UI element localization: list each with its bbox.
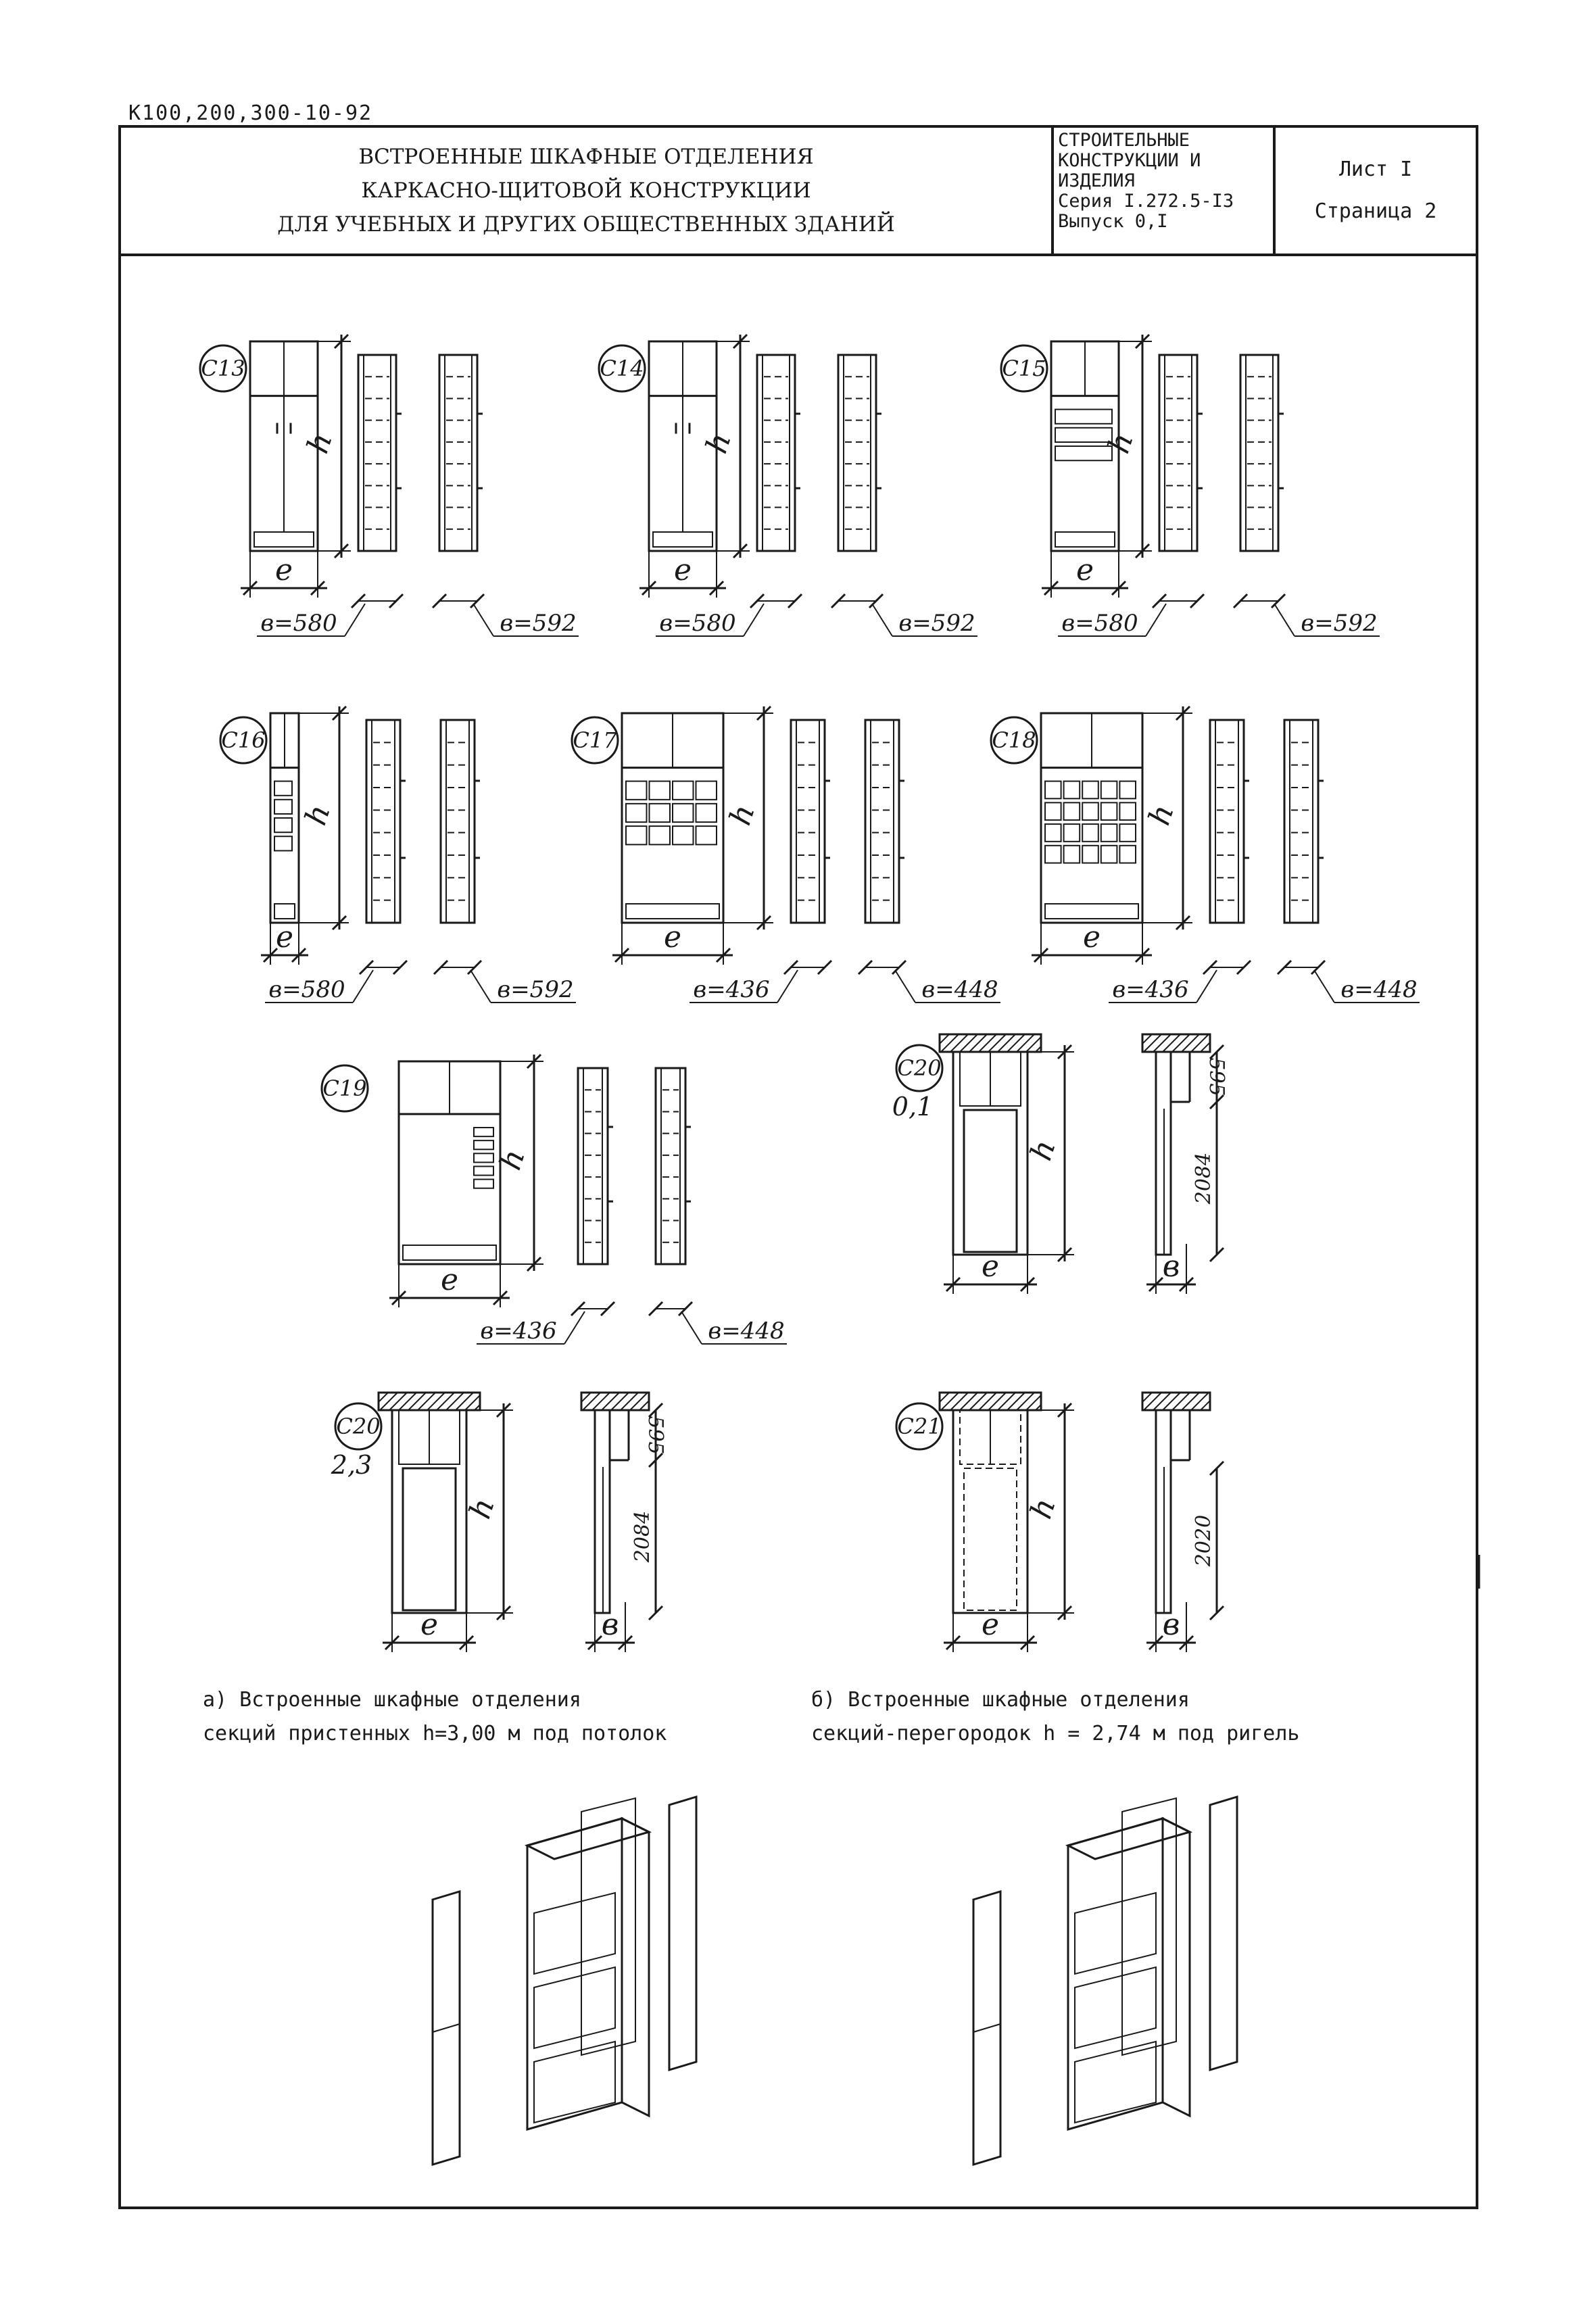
shelf-cell — [1045, 824, 1061, 842]
section-c18 — [991, 706, 1420, 1003]
hatch-line — [1191, 1034, 1209, 1052]
hatch-line — [658, 1393, 676, 1410]
dim-depth-2: в=592 — [497, 976, 574, 1003]
section-c14 — [599, 335, 977, 637]
hatch-line — [564, 1393, 581, 1410]
dim-h: h — [1023, 1136, 1063, 1165]
hatch-line — [621, 1393, 638, 1410]
shelf-cell — [1064, 846, 1080, 863]
dim-e: e — [673, 553, 692, 587]
hatch-line — [1125, 1393, 1142, 1410]
dim-depth-1: в=580 — [260, 610, 337, 637]
shelf-cell — [1119, 824, 1136, 842]
shelf-cell — [696, 826, 717, 844]
title-line-1: ВСТРОЕННЫЕ ШКАФНЫЕ ОТДЕЛЕНИЯ — [358, 145, 814, 169]
hatch-line — [979, 1034, 996, 1052]
dim-b: в — [1162, 1608, 1180, 1642]
shelf-cell — [1119, 781, 1136, 799]
shelf-cell — [1045, 846, 1061, 863]
caption-a-line-2: секций пристенных h=3,00 м под потолок — [203, 1722, 667, 1745]
dim-depth-2: в=448 — [708, 1318, 785, 1345]
cabinet-compartment — [1075, 1967, 1156, 2048]
shelf-cell — [1082, 781, 1098, 799]
hatch-line — [960, 1034, 977, 1052]
hatch-line — [437, 1393, 454, 1410]
leader — [473, 604, 493, 636]
hatch-line — [1017, 1393, 1034, 1410]
hatch-line — [1036, 1034, 1053, 1052]
carcass-top — [1068, 1818, 1190, 1859]
leader — [470, 970, 491, 1003]
leader — [744, 604, 764, 636]
section-label: C21 — [897, 1414, 942, 1439]
dim-depth-1: в=580 — [659, 610, 736, 637]
dim-depth-1: в=436 — [1112, 976, 1189, 1003]
dim-h: h — [493, 1145, 532, 1174]
plinth — [1045, 904, 1138, 919]
isometric-partition-section — [973, 1797, 1237, 2165]
side-panel-right — [1210, 1797, 1237, 2070]
shelf-cell — [474, 1128, 493, 1136]
section-label: C18 — [992, 727, 1036, 753]
series-line-5: Выпуск 0,I — [1058, 211, 1168, 232]
section-c15 — [1001, 335, 1380, 637]
door-opening — [964, 1110, 1017, 1252]
section-label: C20 — [897, 1055, 942, 1081]
section-label: C14 — [600, 356, 644, 381]
hatch-line — [1191, 1393, 1209, 1410]
hatch-line — [380, 1393, 397, 1410]
leader — [1314, 970, 1334, 1003]
hatch-line — [1153, 1034, 1171, 1052]
shelf-cell — [673, 826, 694, 844]
hatch-line — [1125, 1034, 1142, 1052]
shelf-cell — [274, 781, 292, 796]
side-outline — [656, 1068, 685, 1264]
dim-depth-2: в=592 — [500, 610, 577, 637]
title-line-3: ДЛЯ УЧЕБНЫХ И ДРУГИХ ОБЩЕСТВЕННЫХ ЗДАНИЙ — [277, 212, 895, 237]
leader — [681, 1311, 702, 1344]
caption-b — [811, 1683, 1299, 1751]
hatch-line — [602, 1393, 619, 1410]
leader — [564, 1311, 585, 1344]
hatch-line — [1007, 1034, 1025, 1052]
dim-h: h — [723, 800, 762, 829]
hatch-line — [941, 1034, 959, 1052]
shelf-cell — [650, 804, 671, 822]
section-c17 — [572, 706, 1000, 1003]
hatch-line — [969, 1393, 987, 1410]
leader — [353, 970, 373, 1003]
side-outline — [578, 1068, 608, 1264]
hatch-line — [1045, 1034, 1063, 1052]
hatch-line — [1153, 1393, 1171, 1410]
shelf-cell — [474, 1180, 493, 1188]
cabinet-compartment — [534, 1893, 615, 1974]
hatch-line — [1144, 1393, 1161, 1410]
shelf-cell — [1101, 824, 1117, 842]
hatch-line — [1219, 1034, 1237, 1052]
plinth — [653, 532, 712, 547]
shelf-cell — [1119, 802, 1136, 820]
shelf-cell — [1082, 824, 1098, 842]
dim-depth-2: в=592 — [898, 610, 975, 637]
shelf-cell — [1055, 410, 1112, 424]
section-label: C20 — [336, 1414, 381, 1439]
hatch — [922, 1393, 1072, 1410]
dim-depth-2: в=592 — [1301, 610, 1378, 637]
shelf-cell — [1082, 846, 1098, 863]
hatch-line — [399, 1393, 416, 1410]
dim-e: e — [275, 920, 294, 955]
side-panel-right — [669, 1797, 696, 2070]
cabinet-compartment — [1075, 1893, 1156, 1974]
section-variant: 0,1 — [892, 1092, 934, 1121]
section-c20-23 — [331, 1393, 676, 1652]
hatch-line — [1036, 1393, 1053, 1410]
leader — [895, 970, 915, 1003]
hatch-line — [427, 1393, 445, 1410]
shelf-cell — [474, 1140, 493, 1149]
hatch-line — [941, 1393, 959, 1410]
hatch-line — [988, 1034, 1006, 1052]
section-c20-01 — [892, 1034, 1237, 1294]
hatch-line — [493, 1393, 511, 1410]
shelf-cell — [626, 826, 647, 844]
door-opening — [964, 1468, 1017, 1610]
section-label: C17 — [573, 727, 617, 753]
carcass-top — [527, 1818, 649, 1859]
shelf-cell — [274, 836, 292, 850]
plinth — [1055, 532, 1115, 547]
hatch-line — [592, 1393, 610, 1410]
door-panel — [581, 1798, 635, 2055]
leader — [1274, 604, 1295, 636]
section-label: C15 — [1002, 356, 1046, 381]
hatch — [361, 1393, 511, 1410]
shelf-cell — [1101, 846, 1117, 863]
hatch-line — [950, 1034, 968, 1052]
section-label: C19 — [322, 1076, 367, 1101]
leader — [1196, 970, 1217, 1003]
section-label: C16 — [221, 727, 266, 753]
hatch-line — [1182, 1034, 1199, 1052]
dim-e: e — [1082, 920, 1101, 955]
hatch-line — [389, 1393, 407, 1410]
hatch-line — [950, 1393, 968, 1410]
panel-joint — [973, 2024, 1000, 2032]
shelf-cell — [1064, 802, 1080, 820]
cabinet-compartment — [534, 2042, 615, 2123]
shelf-cell — [1045, 781, 1061, 799]
dim-e: e — [663, 920, 682, 955]
dim-h: h — [298, 800, 337, 829]
hatch-line — [1219, 1393, 1237, 1410]
dim-depth-2: в=448 — [921, 976, 998, 1003]
sheet-number: Лист I — [1338, 158, 1413, 181]
hatch-line — [1182, 1393, 1199, 1410]
door-panel — [1122, 1798, 1176, 2055]
isometric-wall-section — [433, 1797, 696, 2165]
series-line-1: СТРОИТЕЛЬНЫЕ — [1058, 130, 1190, 151]
dim-e: e — [1075, 553, 1094, 587]
hatch-line — [1144, 1034, 1161, 1052]
plinth — [274, 904, 295, 919]
series-line-3: ИЗДЕЛИЯ — [1058, 170, 1135, 191]
dim-e: e — [981, 1249, 1000, 1284]
hatch-line — [969, 1034, 987, 1052]
panel-joint — [433, 2024, 460, 2032]
hatch-line — [1007, 1393, 1025, 1410]
dim-h: h — [1142, 800, 1181, 829]
carcass-front — [1068, 1818, 1163, 2129]
caption-b-line-2: секций-перегородок h = 2,74 м под ригель — [811, 1722, 1300, 1745]
caption-a — [203, 1683, 667, 1751]
hatch-line — [1055, 1393, 1072, 1410]
shelf-cell — [696, 781, 717, 800]
section-c21 — [896, 1393, 1237, 1652]
title-line-2: КАРКАСНО-ЩИТОВОЙ КОНСТРУКЦИИ — [361, 178, 811, 203]
dim-h: h — [300, 429, 339, 458]
dim-e: e — [274, 553, 293, 587]
section-c19 — [322, 1055, 787, 1345]
plinth — [254, 532, 314, 547]
dim-e: e — [981, 1608, 1000, 1642]
hatch-line — [1163, 1034, 1180, 1052]
page-number: Страница 2 — [1314, 199, 1437, 223]
dim-h: h — [1023, 1494, 1063, 1523]
hatch-line — [1172, 1393, 1190, 1410]
plinth — [626, 904, 719, 919]
shelf-cell — [274, 818, 292, 832]
hatch — [922, 1034, 1072, 1052]
cabinet-compartment — [1075, 2042, 1156, 2123]
dim-b: в — [1162, 1249, 1180, 1284]
leader — [1146, 604, 1166, 636]
shelf-cell — [274, 800, 292, 814]
section-label: C13 — [201, 356, 245, 381]
shelf-cell — [650, 826, 671, 844]
shelf-cell — [1101, 781, 1117, 799]
series-line-4: Серия I.272.5-I3 — [1058, 191, 1234, 212]
shelf-cell — [1101, 802, 1117, 820]
hatch-line — [475, 1393, 492, 1410]
hatch-line — [1210, 1393, 1228, 1410]
shelf-cell — [626, 781, 647, 800]
hatch-line — [998, 1393, 1015, 1410]
hatch-line — [418, 1393, 435, 1410]
dim-depth-2: в=448 — [1340, 976, 1418, 1003]
hatch-line — [979, 1393, 996, 1410]
hatch-line — [408, 1393, 426, 1410]
shelf-cell — [626, 804, 647, 822]
leader — [345, 604, 365, 636]
hatch-line — [446, 1393, 464, 1410]
dim-depth-1: в=436 — [480, 1318, 557, 1345]
hatch-line — [611, 1393, 629, 1410]
hatch-line — [960, 1393, 977, 1410]
dim-595: 595 — [1205, 1057, 1228, 1096]
hatch-line — [1017, 1034, 1034, 1052]
dim-e: e — [420, 1608, 439, 1642]
plinth — [403, 1245, 496, 1260]
section-c13 — [200, 335, 579, 637]
dim-depth-1: в=436 — [693, 976, 770, 1003]
caption-b-line-1: б) Встроенные шкафные отделения — [811, 1688, 1190, 1712]
shelf-cell — [673, 781, 694, 800]
dim-b: в — [601, 1608, 619, 1642]
dim-h: h — [1101, 429, 1140, 458]
dim-2084: 2084 — [631, 1510, 654, 1563]
shelf-cell — [1055, 446, 1112, 460]
leader — [872, 604, 892, 636]
carcass-front — [527, 1818, 622, 2129]
shelf-cell — [1064, 824, 1080, 842]
shelf-cell — [1082, 802, 1098, 820]
dim-depth-1: в=580 — [1061, 610, 1138, 637]
hatch-line — [456, 1393, 473, 1410]
dim-h: h — [699, 429, 738, 458]
hatch-line — [484, 1393, 502, 1410]
door-opening — [403, 1468, 456, 1610]
section-c16 — [220, 706, 576, 1003]
leader — [777, 970, 798, 1003]
cabinet-compartment — [534, 1967, 615, 2048]
shelf-cell — [673, 804, 694, 822]
dim-depth-1: в=580 — [268, 976, 345, 1003]
document-code: К100,200,300-10-92 — [128, 101, 373, 125]
shelf-cell — [650, 781, 671, 800]
hatch-line — [583, 1393, 600, 1410]
dim-595: 595 — [644, 1416, 667, 1455]
shelf-cell — [1119, 846, 1136, 863]
dim-e: e — [440, 1263, 459, 1297]
shelf-cell — [474, 1166, 493, 1175]
dim-h: h — [462, 1494, 502, 1523]
section-variant: 2,3 — [331, 1450, 372, 1480]
dim-2084: 2084 — [1192, 1152, 1215, 1205]
hatch-line — [988, 1393, 1006, 1410]
hatch-line — [1055, 1034, 1072, 1052]
hatch-line — [1172, 1034, 1190, 1052]
shelf-cell — [696, 804, 717, 822]
hatch-line — [630, 1393, 648, 1410]
dim-2020: 2020 — [1192, 1514, 1215, 1567]
hatch-line — [998, 1034, 1015, 1052]
hatch-line — [1163, 1393, 1180, 1410]
shelf-cell — [474, 1153, 493, 1162]
shelf-cell — [1045, 802, 1061, 820]
series-line-2: КОНСТРУКЦИИ И — [1058, 150, 1201, 171]
hatch-line — [1045, 1393, 1063, 1410]
shelf-cell — [1064, 781, 1080, 799]
caption-a-line-1: а) Встроенные шкафные отделения — [203, 1688, 581, 1712]
